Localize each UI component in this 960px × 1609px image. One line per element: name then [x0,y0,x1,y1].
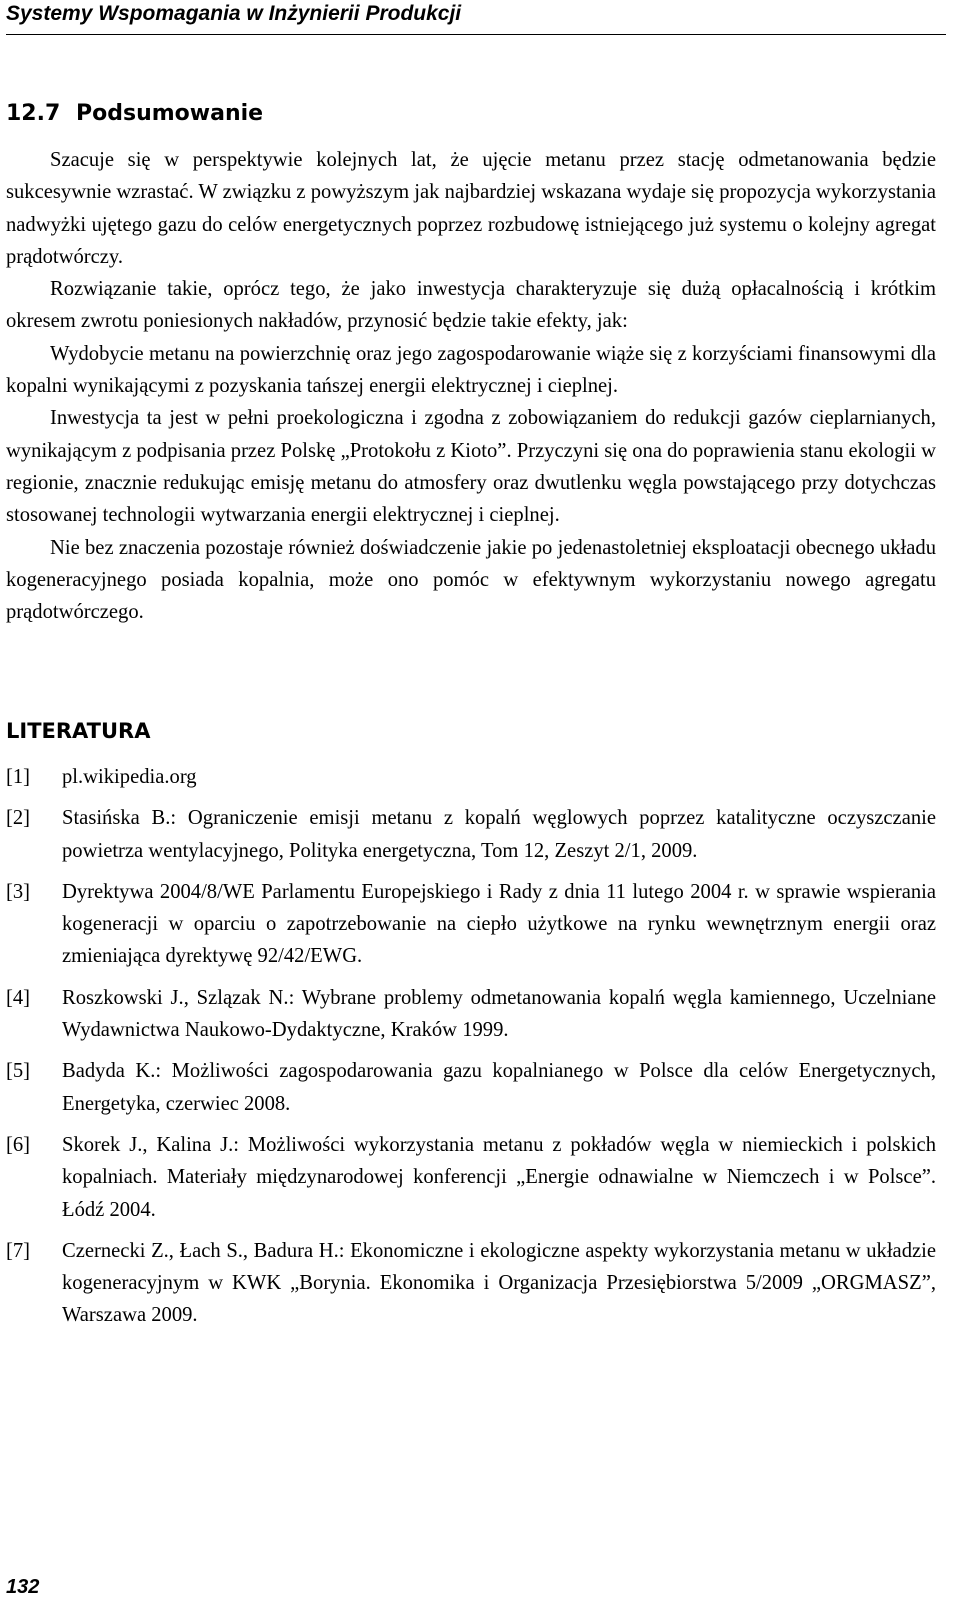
paragraph: Rozwiązanie takie, oprócz tego, że jako inwestycja charakteryzuje się dużą opłacalnością i krótkim okresem zwrotu poniesionych nakładów, przynosić będzie takie efekty, jak: [6,278,936,333]
reference-text: Dyrektywa 2004/8/WE Parlamentu Europejskiego i Rady z dnia 11 lutego 2004 r. w sprawie wspierania kogeneracji w oparciu o zapotrzebowanie na ciepło użytkowe na rynku wewnętrznym energii oraz zmieniająca dyrektywę 92/42/EWG. [62,880,936,968]
paragraph: Inwestycja ta jest w pełni proekologiczna i zgodna z zobowiązaniem do redukcji gazów cieplarnianych, wynikającym z podpisania przez Polskę „Protokołu z Kioto”. Przyczyni się ona do poprawienia stanu ekologii w regionie, znacznie redukując emisję metanu do atmosfery oraz dwutlenku węgla powstającego przy dotychczas stosowanej technologii wytwarzania energii elektrycznej i cieplnej. [6,407,936,527]
running-header: Systemy Wspomagania w Inżynierii Produkcji [6,2,462,25]
reference-number: [4] [6,986,31,1009]
section-title: Podsumowanie [76,101,264,126]
section-number: 12.7 [6,101,61,126]
header-divider [6,34,946,35]
reference-number: [1] [6,766,31,788]
section-heading [6,99,263,129]
reference-number: [3] [6,880,31,903]
reference-item [6,982,936,1047]
reference-text: Roszkowski J., Szlązak N.: Wybrane problemy odmetanowania kopalń węgla kamiennego, Uczelniane Wydawnictwa Naukowo-Dydaktyczne, Kraków 1999. [62,986,936,1042]
reference-item [6,1055,936,1120]
reference-number: [6] [6,1133,31,1156]
reference-list [6,761,936,1341]
paragraph: Nie bez znaczenia pozostaje również doświadczenie jakie po jedenastoletniej eksploatacji obecnego układu kogeneracyjnego posiada kopalnia, może ono pomóc w efektywnym wykorzystaniu nowego agregatu prądotwórczego. [6,536,936,624]
paragraph: Szacuje się w perspektywie kolejnych lat, że ujęcie metanu przez stację odmetanowania będzie sukcesywnie wzrastać. W związku z powyższym jak najbardziej wskazana wydaje się propozycja wykorzystania nadwyżki ujętego gazu do celów energetycznych poprzez rozbudowę istniejącego już systemu o kolejny agregat prądotwórczy. [6,149,936,268]
reference-text: Czernecki Z., Łach S., Badura H.: Ekonomiczne i ekologiczne aspekty wykorzystania metanu w układzie kogeneracyjnym w KWK „Borynia. Ekonomika i Organizacja Przesiębiorstwa 5/2009 „ORGMASZ”, Warszawa 2009. [62,1239,936,1327]
reference-item [6,1129,936,1226]
paragraph: Wydobycie metanu na powierzchnię oraz jego zagospodarowanie wiąże się z korzyściami finansowymi dla kopalni wynikającymi z pozyskania tańszej energii elektrycznej i cieplnej. [6,342,936,398]
reference-number: [7] [6,1239,31,1262]
reference-item [6,1235,936,1332]
page-number: 132 [6,1576,40,1598]
reference-text: pl.wikipedia.org [62,766,197,788]
literature-heading: LITERATURA [6,719,151,743]
reference-text: Badyda K.: Możliwości zagospodarowania gazu kopalnianego w Polsce dla celów Energetycznych, Energetyka, czerwiec 2008. [62,1060,936,1115]
reference-item [6,876,936,973]
reference-number: [2] [6,807,31,830]
section-body [6,144,936,628]
reference-text: Skorek J., Kalina J.: Możliwości wykorzystania metanu z pokładów węgla w niemieckich i polskich kopalniach. Materiały międzynarodowej konferencji „Energie odnawialne w Niemczech i w Polsce”. Łódź 2004. [62,1133,936,1221]
reference-item [6,761,936,793]
reference-text: Stasińska B.: Ograniczenie emisji metanu z kopalń węglowych poprzez katalityczne oczyszczanie powietrza wentylacyjnego, Polityka energetyczna, Tom 12, Zeszyt 2/1, 2009. [62,807,936,862]
reference-number: [5] [6,1060,31,1083]
reference-item [6,802,936,867]
